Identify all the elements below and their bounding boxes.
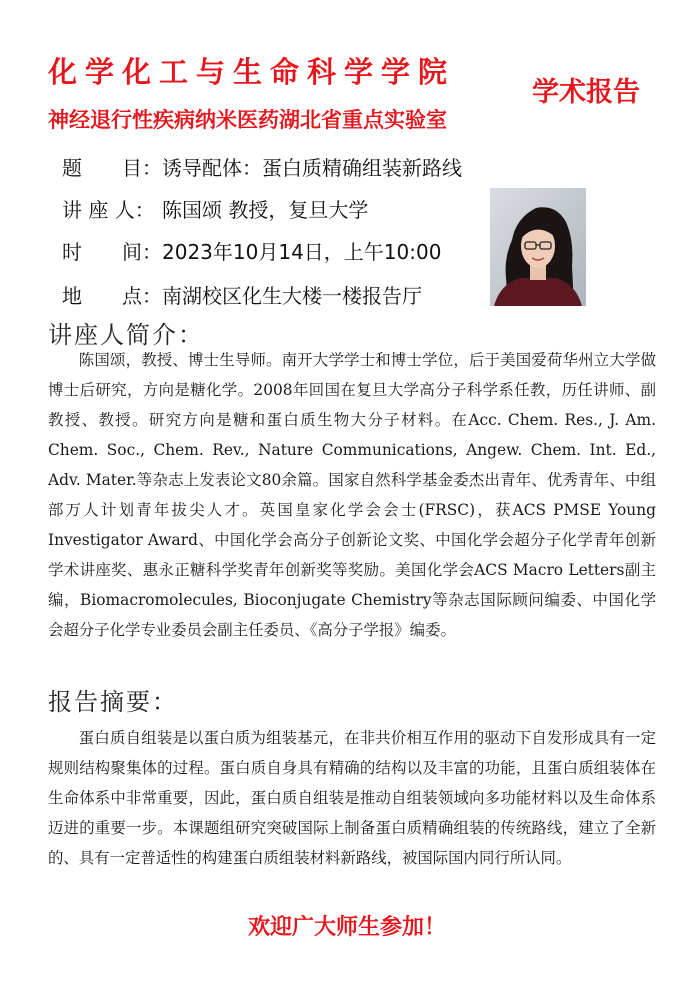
info-value-speaker: 陈国颂 教授，复旦大学	[162, 198, 369, 222]
info-label-topic: 题 目：	[62, 156, 162, 180]
info-row-location	[62, 280, 422, 309]
info-row-topic	[62, 152, 462, 181]
lab-title: 神经退行性疾病纳米医药湖北省重点实验室	[48, 108, 447, 132]
bio-paragraph: 陈国颂，教授、博士生导师。南开大学学士和博士学位，后于美国爱荷华州立大学做博士后研究，方向是糖化学。2008年回国在复旦大学高分子科学系任教，历任讲师、副教授、教授。研究方向是糖和蛋白质生物大分子材料。在Acc. Chem. Res., J. Am. Chem. Soc., Chem. Rev., Nature Communications, Angew. Chem. Int. Ed., Adv. Mater.等杂志上发表论文80余篇。国家自然科学基金委杰出青年、优秀青年、中组部万人计划青年拔尖人才。英国皇家化学会会士(FRSC)，获ACS PMSE Young Investigator Award、中国化学会高分子创新论文奖、中国化学会超分子化学青年创新学术讲座奖、惠永正糖科学奖青年创新奖等奖励。美国化学会ACS Macro Letters副主编，Biomacromolecules, Bioconjugate Chemistry等杂志国际顾问编委、中国化学会超分子化学专业委员会副主任委员、《高分子学报》编委。	[48, 351, 656, 639]
info-value-location: 南湖校区化生大楼一楼报告厅	[162, 284, 422, 308]
info-label-location: 地 点：	[62, 284, 162, 308]
abstract-paragraph: 蛋白质自组装是以蛋白质为组装基元，在非共价相互作用的驱动下自发形成具有一定规则结构聚集体的过程。蛋白质自身具有精确的结构以及丰富的功能，且蛋白质组装体在生命体系中非常重要，因此，蛋白质自组装是推动自组装领域向多功能材料以及生命体系迈进的重要一步。本课题组研究突破国际上制备蛋白质精确组装的传统路线，建立了全新的、具有一定普适性的构建蛋白质组装材料新路线，被国际国内同行所认同。	[48, 729, 656, 867]
report-type-title: 学术报告	[532, 77, 640, 108]
info-row-time	[62, 236, 441, 265]
institute-title: 化学化工与生命科学学院	[48, 55, 456, 89]
welcome-message: 欢迎广大师生参加！	[247, 915, 446, 940]
abstract-heading: 报告摘要：	[48, 688, 178, 716]
info-row-speaker	[62, 194, 368, 223]
info-value-time: 2023年10月14日，上午10:00	[162, 240, 442, 264]
speaker-photo	[490, 188, 586, 306]
info-value-topic: 诱导配体：蛋白质精确组装新路线	[162, 156, 462, 180]
bio-heading: 讲座人简介：	[48, 321, 204, 349]
info-label-speaker: 讲 座 人：	[62, 198, 155, 222]
info-label-time: 时 间：	[62, 240, 162, 264]
